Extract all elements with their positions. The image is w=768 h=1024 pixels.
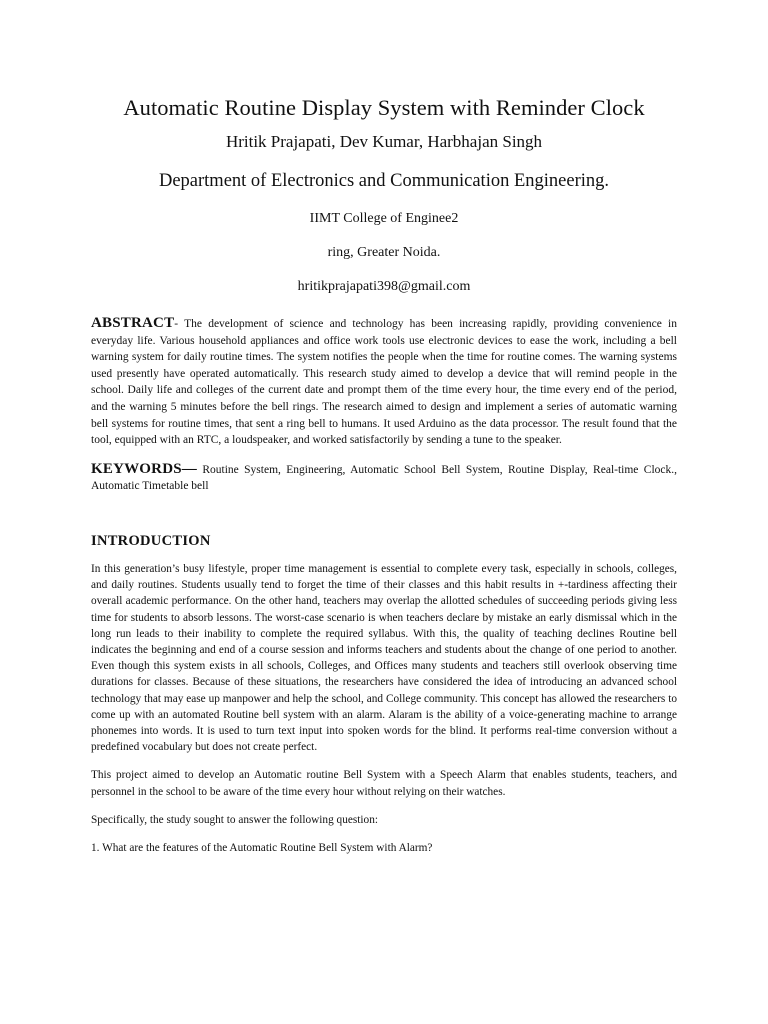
introduction-paragraph-1: In this generation’s busy lifestyle, proper time management is essential to complete every task, especially in schools, colleges, and daily routines. Students usually tend to forget the time of their classes and this habit results in +-tardiness affecting their overall academic performance. On the other hand, teachers may overlap the allotted schedules of succeeding periods giving less time for students to absorb lessons. The worst-case scenario is when teachers declare by mistake an early dismissal which in the long run leads to their inability to complete the required syllabus. With this, the quality of teaching declines Routine bell indicates the beginning and end of a course session and informs teachers and students about the change of one period to another. Even though this system exists in all schools, Colleges, and Offices many students and teachers still overlook observing time durations for classes. Because of these situations, the researchers have considered the idea of introducing an advanced school technology that may ease up manpower and help the school, and College community. This concept has allowed the researchers to come up with an automated Routine bell system with an alarm. Alaram is the ability of a voice-generating machine to arrange phonemes into words. It is used to turn text input into spoken words for the blind. It performs real-time conversion without a predefined vocabulary but does not create perfect. (91, 562, 677, 754)
abstract-text: - The development of science and technology has been increasing rapidly, providing convenience in everyday life. Various household appliances and office work tools use electronic devices to ease the work, including a bell warning system for daily routine times. The system notifies the people when the time for routine comes. The warning systems used presently have operated automatically. This research study aimed to develop a device that will remind people in the school. Daily life and colleges of the current date and prompt them of the time every hour, the time every end of the period, and the warning 5 minutes before the bell rings. The research aimed to design and implement a series of automatic warning bell systems for routine times, that sent a ring bell to humans. It used Arduino as the data processor. The result found that the tool, equipped with an RTC, a loudspeaker, and worked satisfactorily by sending a tune to the speaker. (91, 318, 677, 447)
author-email: hritikprajapati398@gmail.com (297, 279, 471, 294)
institution-line-2: ring, Greater Noida. (327, 245, 441, 260)
keywords-text: Routine System, Engineering, Automatic School Bell System, Routine Display, Real-time Clock., Automatic Timetable bell (91, 463, 677, 493)
institution-line-1: IIMT College of Enginee2 (309, 211, 459, 226)
introduction-heading: INTRODUCTION (91, 532, 211, 549)
keywords-paragraph (91, 461, 677, 495)
abstract-label: ABSTRACT (91, 315, 175, 331)
introduction-question-1: 1. What are the features of the Automatic Routine Bell System with Alarm? (91, 841, 433, 854)
author-list: Hritik Prajapati, Dev Kumar, Harbhajan Singh (225, 132, 543, 151)
paper-title: Automatic Routine Display System with Reminder Clock (123, 95, 645, 120)
introduction-paragraph-2: This project aimed to develop an Automatic routine Bell System with a Speech Alarm that enables students, teachers, and personnel in the school to be aware of the time every hour without relying on their watches. (91, 769, 677, 798)
introduction-paragraph-3: Specifically, the study sought to answer the following question: (91, 813, 378, 826)
abstract-paragraph (91, 315, 677, 449)
keywords-label: KEYWORDS— (91, 460, 197, 477)
department: Department of Electronics and Communication Engineering. (158, 171, 610, 191)
